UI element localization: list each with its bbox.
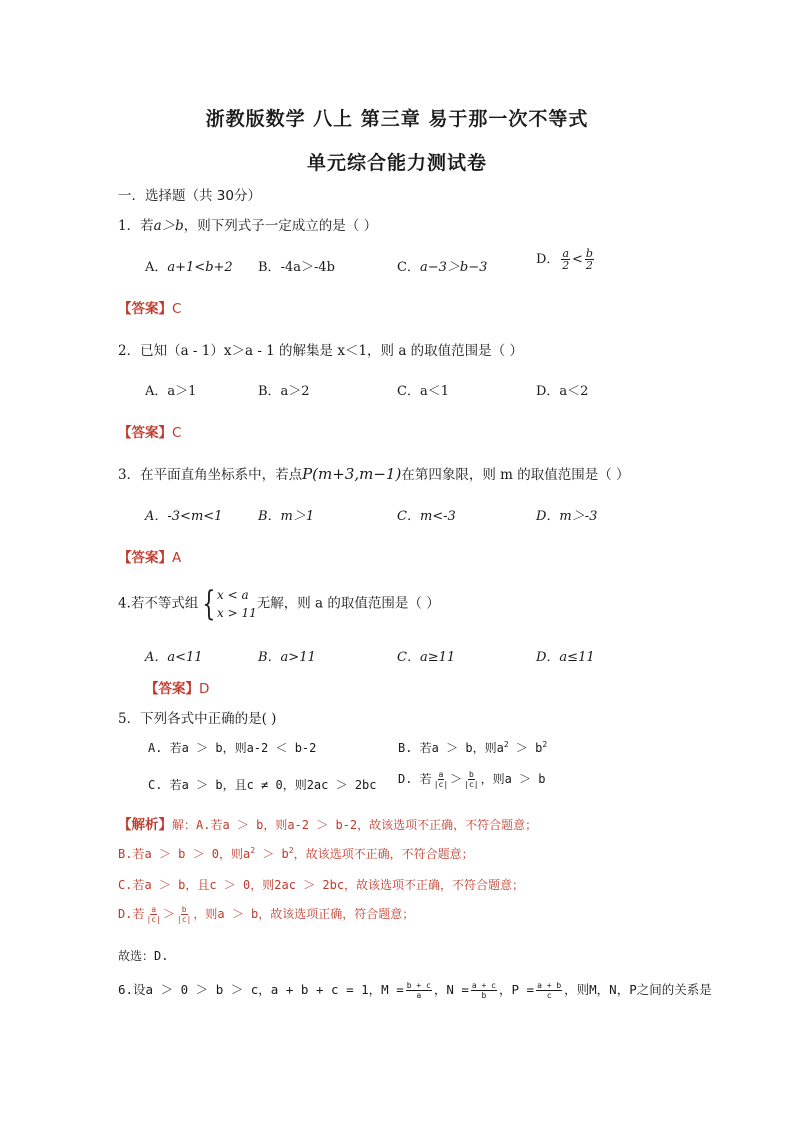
q2-option-d: D．a＜2 [536, 384, 589, 399]
question-5-stem: 5．下列各式中正确的是( ) [118, 711, 277, 727]
q4-inequality-system [217, 586, 257, 622]
analysis-line-3: C.若a ＞ b，且c ＞ 0，则2ac ＞ 2bc，故该选项不正确，不符合题意； [118, 878, 525, 892]
q6-n-den: b [481, 991, 487, 1000]
q4-option-c: C．a≥11 [397, 650, 456, 665]
q6-n-num: a + c [471, 981, 496, 990]
q1-option-b-label: B． [258, 260, 281, 275]
q5-option-d [398, 770, 546, 789]
title-line-2: 单元综合能力测试卷 [306, 152, 487, 174]
q4-option-b: B．a>11 [258, 650, 316, 665]
q6-p-num: a + b [537, 981, 562, 990]
q1-stem-suffix: ，则下列式子一定成立的是（ ） [183, 218, 378, 234]
q5-d-den2: |c| [464, 780, 479, 789]
q6-m-den: a [416, 991, 422, 1000]
section-heading: 一．选择题（共 30分） [118, 188, 261, 204]
q5-d-den1: |c| [433, 780, 449, 789]
q5-b-mid: ＞ b [508, 741, 543, 755]
analysis-line-4-fraction-2 [177, 905, 191, 924]
q1-answer-tag: 【答案】 [118, 301, 172, 317]
analysis-tag: 【解析】 [118, 817, 172, 833]
q5-b-sup2: 2 [542, 740, 548, 749]
q2-option-c: C．a＜1 [397, 384, 449, 399]
analysis-l4-num2: b [181, 905, 187, 914]
q6-n-fraction [471, 981, 497, 1000]
q1-option-b [258, 256, 335, 275]
q1-d-den1: 2 [562, 259, 570, 272]
analysis-line-4 [118, 905, 414, 924]
question-3-stem [118, 463, 630, 483]
q3-answer-value: A [172, 550, 182, 566]
q1-option-c-text: a−3＞b−3 [419, 260, 488, 275]
q1-option-a-label: A． [145, 260, 168, 275]
q3-stem-suffix: 在第四象限，则 m 的取值范围是（ ） [401, 467, 630, 483]
analysis-line-2-mid: ＞ b [255, 847, 289, 861]
q3-option-a: A．-3<m<1 [145, 509, 223, 524]
q3-option-d: D．m＞-3 [536, 509, 598, 524]
q1-option-a [145, 256, 233, 275]
q5-b-pre: B. 若a ＞ b，则a [398, 741, 504, 755]
q6-pre: 6.设a ＞ 0 ＞ b ＞ c，a + b + c = 1，M = [118, 982, 404, 997]
q1-option-a-text: a+1<b+2 [167, 260, 233, 275]
q2-answer-tag: 【答案】 [118, 425, 172, 441]
q6-p-pre: ，P = [498, 982, 535, 997]
q3-stem-point: P(m+3,m−1) [302, 465, 402, 483]
q1-d-den2: 2 [585, 259, 593, 272]
q4-system-line-2: x > 11 [217, 606, 257, 620]
q1-option-d-fraction-2 [585, 248, 594, 271]
analysis-line-1 [118, 813, 537, 833]
q5-option-b [398, 739, 547, 756]
question-4-stem [118, 586, 440, 622]
analysis-conclusion: 故选：D. [118, 949, 169, 963]
q4-option-a: A．a<11 [145, 650, 203, 665]
title-line-1: 浙教版数学 八上 第三章 易于那一次不等式 [205, 108, 589, 130]
analysis-line-4-pre: D.若 [118, 907, 145, 921]
q5-d-num1: a [438, 770, 444, 779]
q4-stem-prefix: 4.若不等式组 [118, 595, 199, 612]
q4-option-d: D．a≤11 [536, 650, 595, 665]
q6-p-fraction [536, 981, 562, 1000]
q6-post: ，则M，N，P之间的关系是 [564, 982, 712, 997]
q5-d-fraction-1 [434, 770, 448, 789]
q4-answer-tag: 【答案】 [145, 681, 199, 697]
q3-answer [118, 546, 181, 566]
analysis-line-2-sup2: 2 [288, 846, 294, 855]
analysis-line-4-post: ，则a ＞ b，故该选项正确，符合题意； [193, 907, 415, 921]
q5-d-fraction-2 [464, 770, 478, 789]
q5-option-c: C. 若a ＞ b，且c ≠ 0，则2ac ＞ 2bc [148, 778, 377, 792]
question-1-stem [118, 214, 377, 234]
q3-option-c: C．m<-3 [397, 509, 456, 524]
q1-option-b-text: -4a＞-4b [280, 260, 335, 275]
q1-option-c-label: C． [397, 260, 420, 275]
q4-answer-value: D [199, 681, 210, 697]
analysis-l4-den1: |c| [146, 915, 161, 924]
q4-answer [145, 677, 209, 697]
question-6-stem [118, 980, 712, 1000]
q3-answer-tag: 【答案】 [118, 550, 172, 566]
q2-option-b: B．a＞2 [258, 384, 310, 399]
q6-m-num: b + c [406, 981, 431, 990]
q4-stem-suffix: 无解，则 a 的取值范围是（ ） [256, 595, 440, 612]
analysis-l4-den2: |c| [176, 915, 192, 924]
q1-option-d-label: D． [536, 252, 560, 267]
q1-d-num2: b [585, 247, 593, 260]
q3-option-b: B．m＞1 [258, 509, 315, 524]
q2-option-a: A．a＞1 [145, 384, 197, 399]
q1-d-num1: a [562, 247, 569, 260]
analysis-line-2 [118, 845, 474, 862]
q1-answer [118, 297, 181, 317]
q1-stem-condition: a＞b [153, 218, 184, 234]
q2-answer-value: C [172, 425, 182, 441]
left-brace-icon: { [202, 584, 216, 624]
q1-option-c [397, 256, 487, 275]
q5-d-num2: b [468, 770, 474, 779]
question-2-stem: 2．已知（a - 1）x＞a - 1 的解集是 x＜1，则 a 的取值范围是（ ） [118, 343, 523, 359]
analysis-line-2-sup1: 2 [250, 846, 256, 855]
q6-p-den: c [546, 991, 552, 1000]
q5-option-a: A. 若a ＞ b，则a-2 ＜ b-2 [148, 741, 317, 755]
q1-d-op: < [572, 252, 583, 267]
q1-option-d [536, 248, 596, 271]
analysis-line-2-post: ，故该选项不正确，不符合题意； [293, 847, 474, 861]
analysis-line-4-fraction-1 [146, 905, 160, 924]
q5-d-op: ＞ [450, 772, 463, 786]
q4-system-line-1: x < a [217, 588, 249, 602]
analysis-l4-num1: a [151, 905, 157, 914]
q5-d-pre: D. 若 [398, 772, 432, 786]
q3-stem-prefix: 3．在平面直角坐标系中，若点 [118, 467, 303, 483]
q1-answer-value: C [172, 301, 182, 317]
analysis-l4-op: ＞ [162, 907, 175, 921]
q5-b-sup1: 2 [503, 740, 509, 749]
q2-answer [118, 421, 181, 441]
q1-option-d-fraction-1 [561, 248, 570, 271]
q6-m-fraction [406, 981, 432, 1000]
q6-n-pre: ，N = [433, 982, 469, 997]
q5-d-post: ，则a ＞ b [480, 772, 546, 786]
q1-stem-prefix: 1．若 [118, 218, 154, 234]
analysis-line-1-text: 解：A.若a ＞ b，则a-2 ＞ b-2，故该选项不正确，不符合题意； [172, 818, 538, 832]
analysis-line-2-pre: B.若a ＞ b ＞ 0，则a [118, 847, 251, 861]
